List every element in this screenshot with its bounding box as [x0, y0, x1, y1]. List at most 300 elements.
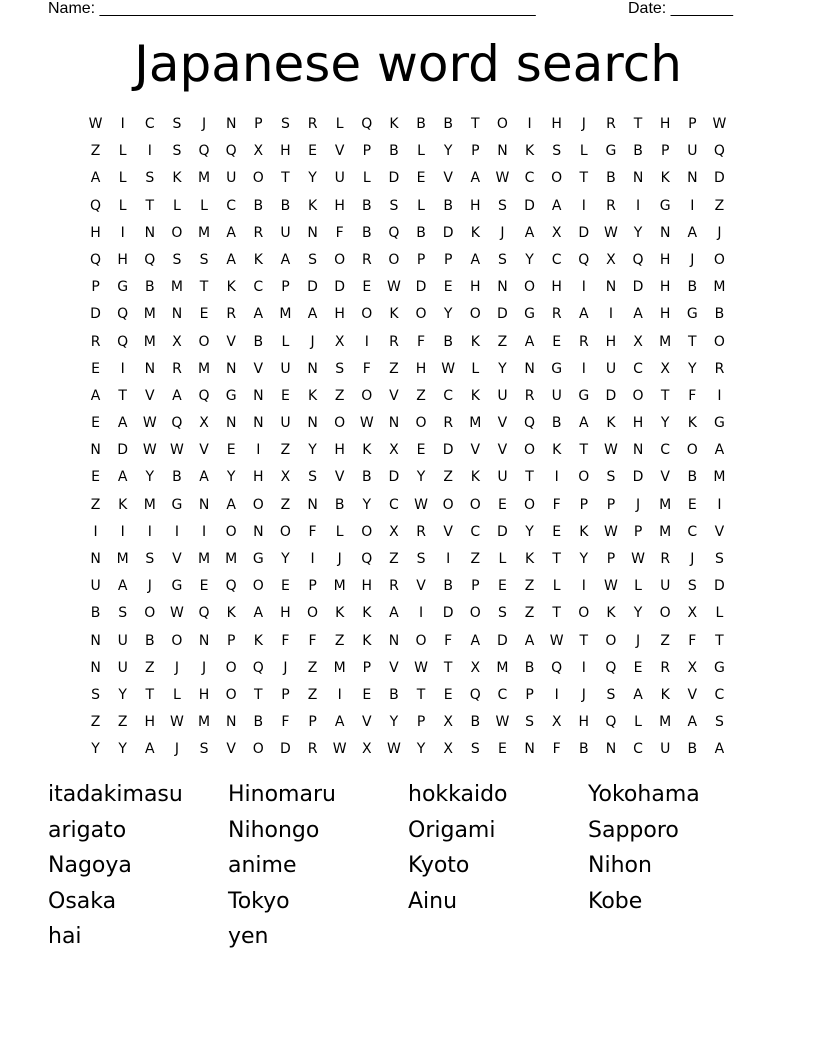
grid-letter: Q — [524, 415, 536, 432]
grid-letter: I — [93, 523, 98, 540]
grid-letter: E — [687, 496, 697, 513]
grid-letter: Y — [416, 469, 426, 486]
grid-letter: T — [715, 632, 724, 649]
grid-letter: H — [551, 279, 562, 296]
grid-letter: B — [362, 469, 372, 486]
word-list-item: arigato — [48, 817, 127, 843]
grid-letter: O — [334, 251, 346, 268]
grid-letter: I — [446, 551, 451, 567]
grid-row — [82, 196, 733, 223]
grid-letter: N — [253, 387, 264, 404]
grid-letter: C — [443, 387, 454, 404]
grid-letter: O — [469, 306, 481, 323]
grid-letter: Z — [117, 714, 128, 731]
grid-letter: O — [578, 469, 590, 486]
grid-letter: S — [118, 605, 128, 622]
grid-letter: B — [145, 632, 155, 649]
grid-letter: I — [147, 523, 152, 540]
word-list-item: hokkaido — [408, 782, 508, 807]
grid-row — [82, 141, 733, 168]
grid-letter: S — [308, 251, 317, 268]
grid-letter: J — [581, 116, 586, 132]
grid-letter: U — [117, 632, 128, 649]
grid-letter: S — [172, 116, 182, 132]
grid-letter: E — [498, 578, 507, 595]
grid-letter: M — [198, 170, 211, 187]
grid-letter: E — [362, 279, 372, 296]
grid-letter: S — [497, 197, 507, 214]
grid-letter: U — [280, 360, 291, 377]
grid-letter: L — [634, 714, 642, 731]
grid-letter: E — [91, 415, 100, 432]
grid-letter: A — [714, 442, 725, 459]
grid-letter: Q — [469, 686, 481, 703]
grid-letter: W — [387, 741, 401, 758]
grid-row — [82, 739, 733, 766]
grid-letter: P — [281, 686, 290, 703]
grid-letter: K — [524, 551, 535, 567]
grid-letter: Z — [416, 387, 426, 404]
grid-letter: L — [200, 197, 208, 214]
grid-letter: U — [497, 469, 508, 486]
grid-letter: L — [471, 360, 480, 377]
grid-letter: E — [308, 143, 317, 160]
grid-letter: I — [120, 360, 125, 377]
grid-letter: U — [551, 387, 562, 404]
page-title: Japanese word search — [134, 35, 682, 93]
grid-letter: J — [337, 551, 342, 567]
grid-letter: P — [471, 578, 480, 595]
grid-letter: K — [660, 686, 670, 703]
grid-letter: K — [687, 415, 697, 432]
grid-letter: F — [362, 360, 371, 377]
grid-row — [82, 467, 733, 494]
grid-letter: F — [444, 632, 453, 649]
word-list-item: hai — [48, 924, 82, 950]
grid-letter: T — [443, 659, 453, 676]
grid-letter: Z — [280, 442, 291, 459]
grid-letter: Q — [605, 659, 617, 676]
grid-letter: M — [713, 279, 726, 296]
grid-letter: H — [144, 714, 156, 731]
grid-letter: T — [254, 686, 263, 703]
grid-letter: N — [524, 741, 535, 758]
grid-letter: A — [470, 632, 481, 649]
grid-letter: D — [442, 224, 454, 241]
grid-letter: Q — [551, 659, 563, 676]
grid-letter: G — [714, 659, 725, 676]
grid-letter: C — [497, 686, 508, 703]
grid-letter: W — [604, 224, 618, 241]
grid-letter: N — [144, 224, 156, 241]
grid-row — [82, 332, 733, 359]
grid-letter: A — [172, 387, 182, 404]
grid-letter: L — [118, 170, 127, 187]
grid-letter: A — [226, 224, 236, 241]
grid-letter: S — [714, 551, 724, 567]
grid-letter: N — [253, 523, 264, 540]
grid-letter: Y — [443, 143, 453, 160]
grid-letter: B — [443, 116, 453, 132]
grid-letter: I — [608, 306, 613, 323]
grid-letter: S — [606, 686, 616, 703]
grid-letter: N — [90, 551, 101, 567]
grid-letter: G — [117, 279, 129, 296]
grid-row — [82, 712, 733, 739]
grid-letter: K — [253, 251, 263, 268]
grid-letter: J — [201, 116, 207, 132]
grid-letter: A — [226, 251, 236, 268]
grid-letter: F — [281, 714, 290, 731]
grid-letter: T — [688, 333, 697, 350]
grid-letter: K — [307, 387, 318, 404]
grid-letter: F — [688, 632, 697, 649]
grid-letter: B — [416, 224, 426, 241]
grid-letter: V — [497, 415, 508, 432]
word-list-item: Sapporo — [588, 817, 679, 843]
grid-letter: P — [308, 578, 317, 595]
grid-letter: A — [633, 306, 643, 323]
grid-letter: U — [90, 578, 101, 595]
grid-letter: X — [334, 333, 345, 350]
grid-letter: P — [660, 143, 670, 160]
grid-letter: B — [362, 224, 372, 241]
grid-letter: N — [144, 360, 156, 377]
grid-letter: D — [280, 741, 291, 758]
grid-letter: B — [687, 469, 698, 486]
grid-letter: E — [443, 279, 453, 296]
grid-letter: N — [524, 360, 535, 377]
grid-letter: V — [497, 442, 508, 459]
grid-letter: X — [172, 333, 182, 350]
grid-letter: Z — [90, 496, 101, 513]
grid-letter: J — [201, 659, 207, 676]
grid-letter: P — [254, 116, 263, 132]
grid-letter: X — [660, 360, 670, 377]
grid-letter: N — [90, 632, 101, 649]
grid-letter: M — [198, 360, 211, 377]
grid-letter: G — [171, 496, 183, 513]
grid-letter: P — [633, 523, 643, 540]
grid-letter: K — [470, 333, 480, 350]
grid-letter: V — [226, 333, 236, 350]
grid-letter: K — [389, 116, 399, 132]
grid-letter: U — [334, 170, 345, 187]
grid-letter: T — [579, 632, 589, 649]
grid-letter: S — [525, 714, 534, 731]
grid-letter: F — [281, 632, 290, 649]
grid-letter: Y — [688, 360, 697, 377]
grid-letter: E — [199, 578, 209, 595]
grid-row — [82, 576, 733, 603]
grid-letter: E — [633, 659, 643, 676]
grid-letter: I — [581, 659, 586, 676]
grid-letter: S — [497, 605, 507, 622]
grid-letter: K — [389, 306, 399, 323]
grid-letter: V — [389, 659, 399, 676]
grid-letter: T — [416, 686, 426, 703]
grid-letter: S — [552, 143, 562, 160]
grid-letter: K — [362, 605, 372, 622]
grid-letter: X — [687, 605, 698, 622]
grid-letter: G — [578, 387, 590, 404]
grid-letter: N — [388, 632, 400, 649]
grid-letter: N — [605, 741, 617, 758]
grid-letter: O — [496, 116, 508, 132]
grid-letter: I — [581, 197, 586, 214]
grid-letter: K — [118, 496, 128, 513]
grid-letter: I — [554, 686, 559, 703]
grid-letter: R — [389, 333, 399, 350]
grid-letter: X — [687, 659, 698, 676]
grid-letter: M — [198, 551, 211, 567]
grid-letter: A — [714, 741, 725, 758]
grid-letter: X — [443, 714, 453, 731]
grid-letter: Z — [145, 659, 155, 676]
grid-row — [82, 658, 733, 685]
grid-letter: P — [91, 279, 100, 296]
grid-letter: K — [335, 605, 345, 622]
grid-letter: G — [714, 415, 725, 432]
word-list-item: Origami — [408, 817, 496, 843]
grid-letter: I — [581, 578, 586, 595]
grid-letter: D — [578, 224, 590, 241]
grid-letter: S — [470, 741, 480, 758]
grid-letter: N — [90, 659, 101, 676]
grid-letter: H — [90, 224, 101, 241]
grid-letter: H — [470, 197, 481, 214]
grid-letter: Q — [198, 143, 210, 160]
grid-letter: N — [307, 496, 318, 513]
grid-letter: B — [687, 279, 698, 296]
grid-letter: W — [414, 496, 428, 513]
grid-letter: C — [551, 251, 562, 268]
grid-letter: Z — [389, 360, 399, 377]
grid-letter: Z — [90, 714, 101, 731]
grid-letter: R — [551, 306, 562, 323]
grid-letter: G — [171, 578, 183, 595]
grid-letter: Q — [144, 251, 156, 268]
grid-letter: E — [281, 387, 290, 404]
grid-letter: H — [253, 469, 264, 486]
grid-letter: U — [660, 578, 671, 595]
grid-letter: W — [441, 360, 456, 377]
grid-letter: B — [389, 143, 399, 160]
grid-letter: O — [361, 306, 373, 323]
grid-letter: H — [198, 686, 210, 703]
grid-letter: B — [714, 306, 725, 323]
grid-letter: H — [280, 605, 291, 622]
grid-letter: O — [659, 605, 671, 622]
grid-letter: H — [551, 116, 562, 132]
grid-letter: R — [416, 523, 426, 540]
grid-letter: J — [717, 224, 722, 241]
grid-letter: D — [524, 197, 535, 214]
grid-letter: N — [687, 170, 698, 187]
grid-letter: O — [225, 659, 237, 676]
grid-letter: P — [579, 496, 589, 513]
grid-letter: O — [361, 387, 373, 404]
grid-letter: E — [416, 442, 426, 459]
grid-letter: Y — [633, 224, 643, 241]
grid-letter: E — [362, 686, 372, 703]
grid-letter: L — [173, 197, 181, 214]
grid-letter: Q — [171, 415, 183, 432]
grid-letter: Z — [443, 469, 453, 486]
grid-letter: O — [442, 496, 454, 513]
grid-letter: B — [416, 116, 426, 132]
grid-letter: A — [470, 170, 481, 187]
grid-letter: W — [712, 116, 727, 132]
grid-letter: U — [280, 224, 291, 241]
grid-letter: N — [225, 360, 237, 377]
grid-letter: J — [310, 333, 315, 350]
grid-letter: Y — [416, 741, 426, 758]
grid-letter: A — [334, 714, 345, 731]
grid-letter: J — [147, 578, 152, 595]
grid-letter: E — [498, 741, 507, 758]
grid-letter: I — [120, 523, 125, 540]
grid-letter: E — [91, 360, 100, 377]
grid-letter: E — [552, 333, 562, 350]
grid-letter: A — [253, 306, 264, 323]
grid-letter: R — [524, 387, 535, 404]
grid-letter: L — [281, 333, 290, 350]
grid-letter: B — [253, 714, 264, 731]
grid-letter: W — [495, 170, 510, 187]
grid-letter: F — [688, 387, 697, 404]
grid-letter: M — [143, 306, 156, 323]
grid-letter: L — [552, 578, 561, 595]
grid-letter: P — [308, 714, 317, 731]
grid-letter: A — [579, 415, 589, 432]
grid-letter: K — [470, 224, 480, 241]
grid-letter: L — [335, 116, 344, 132]
grid-letter: W — [549, 632, 564, 649]
word-list-item: Osaka — [48, 888, 117, 914]
grid-letter: H — [280, 143, 291, 160]
grid-letter: H — [361, 578, 373, 595]
grid-letter: B — [443, 333, 453, 350]
grid-letter: H — [659, 279, 671, 296]
grid-letter: M — [170, 279, 183, 296]
grid-letter: C — [633, 741, 643, 758]
grid-letter: B — [443, 197, 453, 214]
grid-letter: Q — [361, 551, 373, 567]
grid-letter: X — [551, 224, 562, 241]
grid-letter: P — [471, 143, 480, 160]
grid-letter: C — [524, 170, 535, 187]
grid-letter: D — [497, 632, 508, 649]
word-list — [48, 781, 768, 959]
grid-letter: J — [174, 741, 179, 758]
grid-letter: N — [307, 415, 318, 432]
grid-letter: T — [552, 551, 561, 567]
grid-letter: T — [579, 170, 589, 187]
grid-letter: A — [307, 306, 318, 323]
grid-letter: T — [660, 387, 670, 404]
grid-letter: I — [690, 197, 695, 214]
grid-letter: Y — [118, 686, 127, 703]
grid-letter: M — [225, 551, 238, 567]
grid-letter: H — [334, 197, 345, 214]
grid-letter: M — [116, 551, 129, 567]
grid-letter: H — [334, 306, 345, 323]
grid-letter: I — [364, 333, 369, 350]
grid-letter: D — [632, 469, 644, 486]
grid-letter: Z — [660, 632, 670, 649]
grid-letter: A — [145, 741, 155, 758]
grid-letter: U — [117, 659, 128, 676]
grid-letter: T — [281, 170, 290, 187]
grid-letter: X — [280, 469, 291, 486]
grid-letter: D — [632, 279, 644, 296]
grid-letter: E — [498, 496, 507, 513]
grid-letter: I — [147, 143, 152, 160]
grid-letter: W — [170, 714, 184, 731]
grid-letter: K — [552, 442, 562, 459]
grid-letter: D — [497, 523, 508, 540]
grid-letter: K — [172, 170, 182, 187]
grid-letter: I — [581, 279, 586, 296]
grid-letter: D — [415, 279, 427, 296]
grid-letter: V — [687, 686, 698, 703]
word-list-item: Nagoya — [48, 853, 132, 879]
grid-letter: Z — [714, 197, 725, 214]
grid-letter: S — [497, 251, 507, 268]
grid-letter: R — [578, 333, 589, 350]
grid-letter: W — [88, 116, 103, 132]
grid-letter: O — [469, 605, 481, 622]
grid-letter: S — [172, 143, 182, 160]
grid-letter: K — [253, 632, 263, 649]
grid-letter: R — [226, 306, 237, 323]
grid-letter: Z — [524, 605, 535, 622]
grid-letter: K — [470, 469, 480, 486]
grid-letter: K — [524, 143, 535, 160]
grid-letter: O — [171, 632, 183, 649]
grid-letter: N — [497, 279, 508, 296]
grid-letter: B — [362, 197, 372, 214]
grid-letter: O — [524, 279, 536, 296]
grid-row — [82, 685, 733, 712]
grid-letter: R — [307, 116, 318, 132]
grid-letter: N — [307, 224, 318, 241]
grid-letter: W — [332, 741, 347, 758]
grid-letter: P — [443, 251, 453, 268]
grid-letter: A — [117, 578, 128, 595]
grid-letter: Q — [198, 605, 210, 622]
grid-letter: T — [145, 197, 155, 214]
grid-row — [82, 250, 733, 277]
grid-letter: F — [308, 523, 317, 540]
grid-letter: F — [552, 496, 561, 513]
grid-letter: X — [253, 143, 264, 160]
grid-letter: J — [581, 686, 586, 703]
grid-letter: G — [225, 387, 237, 404]
grid-letter: J — [500, 224, 505, 241]
grid-letter: R — [307, 741, 318, 758]
grid-letter: Y — [579, 551, 589, 567]
grid-letter: D — [442, 442, 454, 459]
grid-letter: M — [659, 523, 672, 540]
grid-letter: O — [225, 523, 237, 540]
grid-letter: O — [415, 632, 427, 649]
grid-letter: M — [659, 333, 672, 350]
grid-letter: Z — [389, 551, 399, 567]
grid-letter: P — [226, 632, 236, 649]
grid-letter: W — [604, 523, 618, 540]
